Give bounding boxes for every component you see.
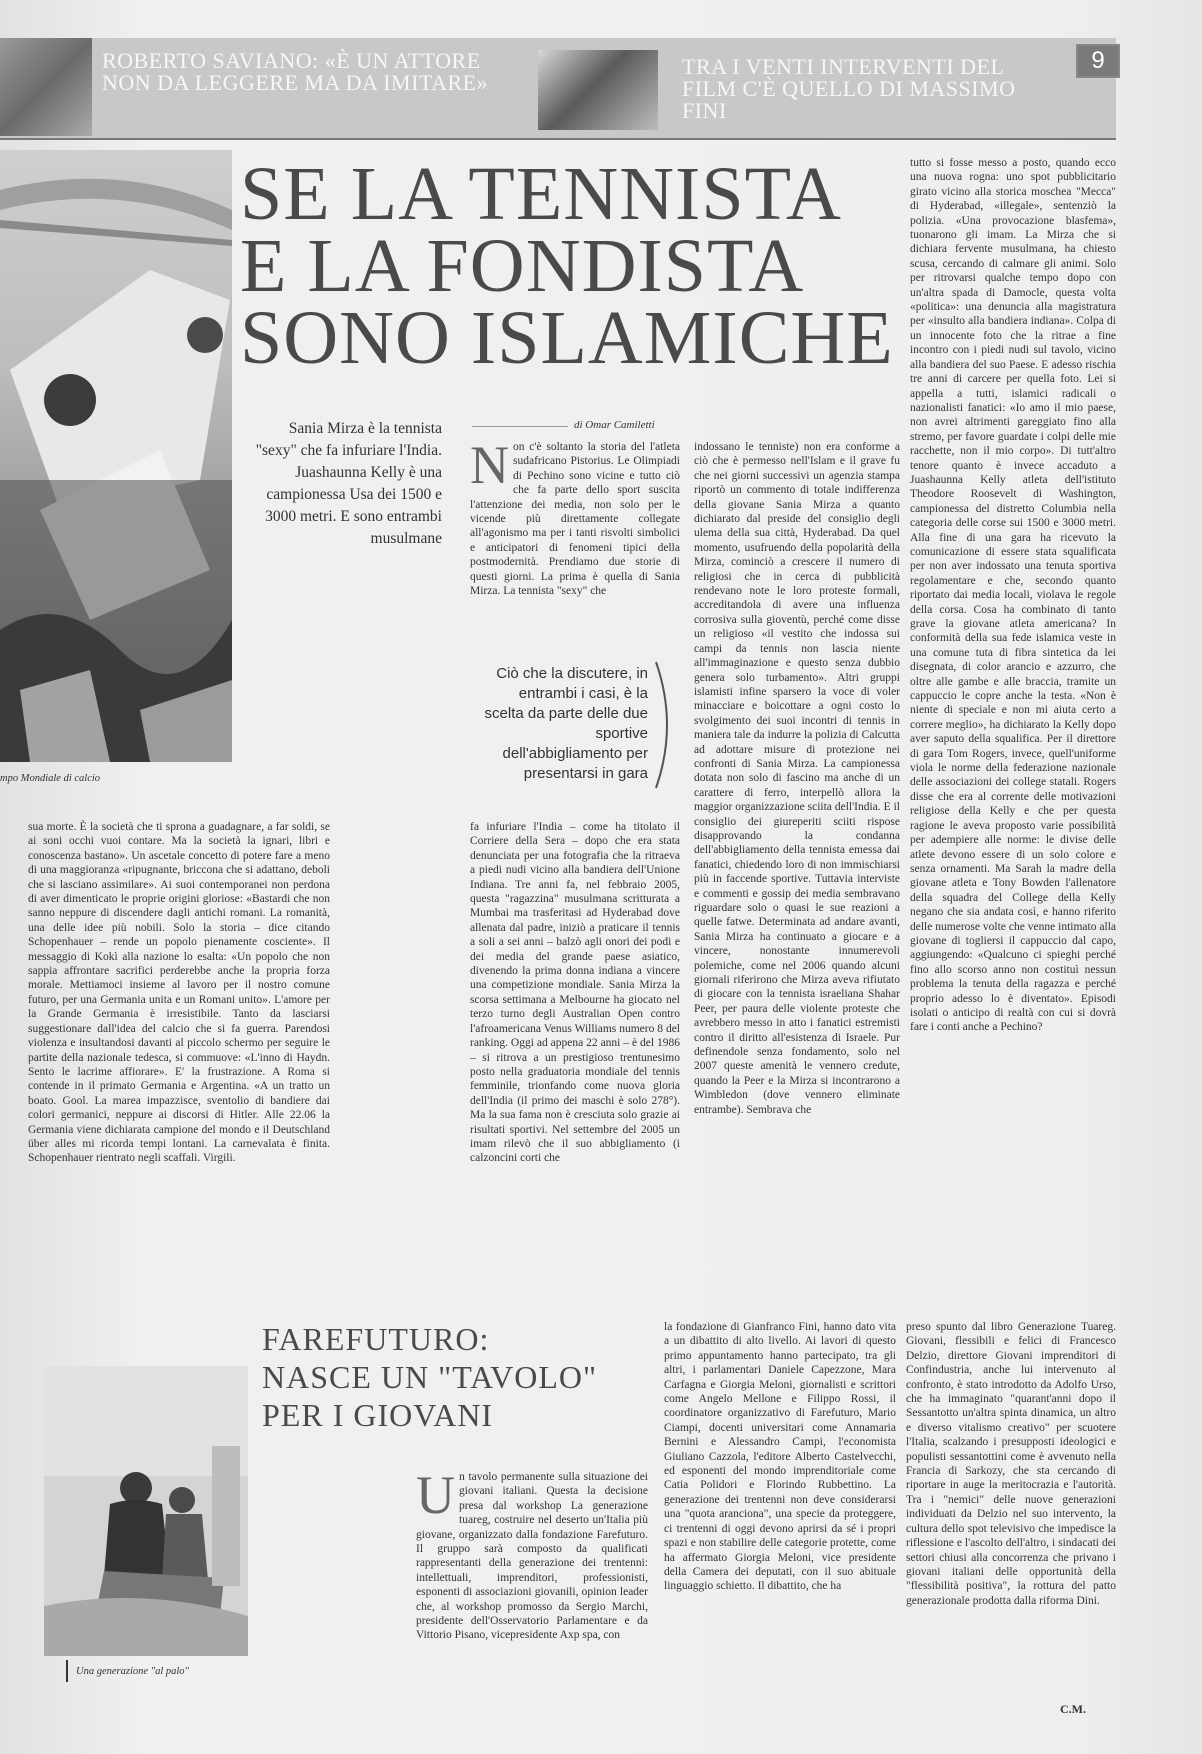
article2-signature: C.M. (1060, 1702, 1086, 1716)
article2-column1 (416, 1470, 648, 1722)
article2-photo-caption: Una generazione "al palo" (76, 1666, 189, 1677)
article1-column2-top-text: on c'è soltanto la storia del l'atleta sudafricano Pistorius. Le Olimpiadi di Pechino sono vicine e tutto ciò che fa parte dello sport suscita l'attenzione dei media, non solo per le vicende più direttamente collegate all'agonismo ma per i tanti risvolti simbolici e anticipatori di fenomeni tipici della postmodernità. Prendiamo due storie di questi giorni. La prima è quella di Sania Mirza. La tennista "sexy" che (470, 441, 680, 598)
byline-rule (472, 426, 568, 427)
pull-quote-bracket (652, 660, 678, 790)
photo-caption-rule (66, 1660, 68, 1682)
article1-column1-bottom: sua morte. È la società che ti sprona a guadagnare, a far soldi, se ai soni occhi vuoi contare. Ma la società la ignari, libri e conoscenza bastano». Un ascetale concetto di potere fare a meno di una maggioranza «ripugnante, briccona che si adattano, deboli che si lasciano assimilare». Ai suoi contemporanei non perdona di aver dimenticato le proprie origini gloriose: «Bastardi che non sanno neppure di discendere dagli antichi romani. La romanità, una delle idee più nobili. Solo la storia – dice citando Schopenhauer – rende un popolo pienamente cosciente». Il messaggio di Kokì alla nazione lo esalta: «Un popolo che non sappia affrontare sacrifici perderebbe anche la propria forza morale. Mettiamoci insieme al lavoro per il nostro comune futuro, per una Germania unita e un Romani unito». L'amore per la Grande Germania è irresistibile. Tanto da lasciarsi suggestionare dall'idea del calcio che si fa guerra. Parendosi violenza e insultandosi davanti al piccolo schermo per seguire le partite della nazionale tedesca, si commuove: «L'inno di Haydn. Sento le lacrime affiorare». E' la frustrazione. A Roma si contende in il primato Germania e Argentina. «A un tratto un boato. Gool. La marea impazzisce, sventolio di bandiere dai colori germanici, neppure ai discorsi di Hitler. Alle 22.06 la Germania viene dichiarata campione del mondo e il Deutschland über alles mi ricorda tempi lontani. La carnevalata è finita. Schopenhauer rientrato negli scaffali. Virgili. (28, 821, 330, 1165)
header-photo-right (538, 50, 658, 130)
article1-standfirst: Sania Mirza è la tennista "sexy" che fa infuriare l'India. Juashaunna Kelly è una campionessa Usa dei 1500 e 3000 metri. E sono entrambi musulmane (255, 420, 442, 547)
header-teaser-right: TRA I VENTI INTERVENTI DEL FILM C'È QUELLO DI MASSIMO FINI (682, 54, 1016, 123)
article1-column2-top (470, 440, 680, 672)
article2-headline-line2: NASCE UN "TAVOLO" (262, 1359, 598, 1395)
header-photo-left (0, 38, 92, 136)
article2-headline-line3: PER I GIOVANI (262, 1397, 494, 1433)
article1-headline-line1: SE LA TENNISTA (240, 152, 842, 236)
article2-headline-line1: FAREFUTURO: (262, 1321, 490, 1357)
article2-headline (262, 1320, 642, 1434)
article1-byline: di Omar Camiletti (574, 419, 655, 431)
article1-column2-bottom: fa infuriare l'India – come ha titolato il Corriere della Sera – dopo che era stata denunciata per una fotografia che la ritraeva a piedi nudi vicino alla bandiera dell'Unione Indiana. Tre anni fa, nel febbraio 2005, questa "ragazzina" musulmana scritturata a Mumbai ma trasferitasi ad Hyderabad dove allenata dal padre, iniziò a praticare il tennis a soli a sei anni – balzò agli onori dei podi e dei media del grande paese asiatico, divenendo la prima donna indiana a vincere una competizione mondiale. Sania Mirza la scorsa settimana a Melbourne ha giocato nel terzo turno degli Australian Open contro l'afroamericana Venus Williams numero 8 del ranking. Oggi ad appena 22 anni – è del 1986 – si ritrova a un prestigioso trentunesimo posto nella graduatoria mondiale del tennis femminile, trionfando come nuova gloria dell'India (il primo dei maschi è solo 278°). Ma la sua fama non è cresciuta solo grazie ai risultati sportivi. Nel settembre del 2005 un imam rilevò che il suo abbigliamento (i calzoncini corti che (470, 821, 680, 1165)
article1-photo-caption: mpo Mondiale di calcio (0, 773, 101, 784)
article1-headline-line3: SONO ISLAMICHE (240, 296, 894, 380)
page-number: 9 (1076, 44, 1120, 78)
header-teaser-left: ROBERTO SAVIANO: «È UN ATTORE NON DA LEGGERE MA DA IMITARE» (102, 48, 489, 95)
article2-column3: preso spunto dal libro Generazione Tuareg. Giovani, flessibili e felici di Francesco Delzio, direttore Giovani imprenditori di Confindustria, anche lui intervenuto al confronto, è stato introdotto da Adolfo Urso, che ha immaginato "quarant'anni dopo il Sessantotto un'altra spinta dinamica, un altro e diverso vitalismo creativo" per scuotere l'Italia, scalzando i presupposti ideologici e populisti sessantottini come è avvenuto nella Francia di Sarkozy, che sta cercando di riportare in auge la meritocrazia e l'autorità. Tra i "nemici" delle nuove generazioni individuati da Delzio nel suo intervento, la cultura dello spot televisivo che impedisce la riflessione e l'ascolto dell'altro, i sindacati dei settori chiusi alla concorrenza che privano i giovani italiani delle opportunità della "flessibilità positiva", la rottura del patto generazionale prodotta dalla riforma Dini. (906, 1321, 1116, 1607)
article1-headline (240, 152, 960, 380)
article1-dropcap: N (470, 440, 509, 495)
article1-headline-line2: E LA FONDISTA (240, 224, 805, 308)
article2-dropcap: U (416, 1470, 455, 1525)
article1-photo (0, 150, 232, 762)
article2-column1-text: n tavolo permanente sulla situazione dei giovani italiani. Questa la decisione presa dal workshop La generazione tuareg, costruire nel deserto un'Italia più giovane, organizzato dalla fondazione Farefuturo. Il gruppo sarà composto da qualificati rappresentanti della generazione dei trentenni: intellettuali, imprenditori, professionisti, esponenti di associazioni giovanili, opinion leader che, al workshop promosso da Sergio Marchi, presidente dell'Osservatorio Parlamentare e da Vittorio Pisano, vicepresidente Axp spa, con (416, 1471, 648, 1642)
article1-column3: indossano le tenniste) non era conforme a ciò che è permesso nell'Islam e il grave fu che nei giorni successivi un agenzia stampa riportò un commento di totale indifferenza della giovane Sania Mirza a quanto dichiarato dal preside del consiglio degli ulema della sua città, Hyderabad. Da quel momento, usufruendo della popolarità della Mirza, cominciò a crescere il numero di religiosi che in cerca di pubblicità rendevano note le loro proteste formali, accreditandola di avere una influenza corrosiva sulla gioventù, perché come disse un religioso «il vestito che indossa sui campi da tennis non lascia niente all'immaginazione e questo senza dubbio genera solo turbamento». Altri gruppi islamisti infine sparsero la voce di voler minacciare e boicottare a ogni costo lo svolgimento dei suoi incontri di tennis in maniera tale da indurre la polizia di Calcutta ad adottare misure di protezione nei confronti di Sania Mirza. La campionessa dotata non solo di fascino ma anche di un carattere di ferro, interpellò allora la maggior organizzazione sciita dell'India. E il consiglio dei giureperiti sciiti rispose disapprovando la condanna dell'abbigliamento della tennista emessa dai fanatici, chiedendo loro di non immischiarsi più in faccende sportive. Tuttavia interviste e commenti e gossip dei media sembravano riguardare solo o quasi le sue reazioni a quelle fatwe. Determinata ad andare avanti, Sania Mirza ha continuato a giocare e a vincere, nonostante innumerevoli polemiche, come nel 2006 quando alcuni giornali riferirono che Mirza aveva rifiutato di giocare con la tennista israeliana Shahar Peer, per paura delle violente proteste che avrebbero messo in atto i fanatici estremisti contro il diritto all'esistenza di Israele. Pur definendole senza fondamento, solo nel 2007 queste amenità le vennero credute, quando la Peer e la Mirza si incontrarono a Wimbledon (dove vennero eliminate entrambe). Sembrava che (694, 441, 900, 1116)
article2-column2: la fondazione di Gianfranco Fini, hanno dato vita a un dibattito di alto livello. Ai lavori di questo primo appuntamento hanno partecipato, tra gli altri, i parlamentari Daniele Capezzone, Mara Carfagna e Giorgia Meloni, giornalisti e scrittori come Angelo Mellone e Filippo Rossi, il coordinatore organizzativo di Farefuturo, Mario Ciampi, docenti universitari come Annamaria Bernini e Alessandro Campi, l'economista Giuliano Cazzola, l'editore Alberto Castelvecchi, ed esponenti del mondo imprenditoriale come Catia Polidori e Florindo Rubbettino. La generazione dei trentenni non deve considerarsi una "quota aranciona", una specie da proteggere, ci trentenni di oggi devono aprirsi da sé i propri spazi e non stabilire delle categorie protette, come ha affermato Giorgia Meloni, vice presidente della Camera dei deputati, con il suo abituale linguaggio schietto. Il dibattito, che ha (664, 1321, 896, 1593)
article1-pull-quote: Ciò che la discutere, in entrambi i casi, è la scelta da parte delle due sportive dell'abbigliamento per presentarsi in gara (484, 665, 648, 782)
article1-column4: tutto si fosse messo a posto, quando ecco una nuova rogna: uno spot pubblicitario girato vicino alla storica moschea "Mecca" di Hyderabad, «illegale», sentenziò la polizia. «Una provocazione blasfema», tuonarono gli imam. La Mirza che si dichiara fervente musulmana, ha chiesto scusa, cercando di calmare gli animi. Solo per ritrovarsi qualche tempo dopo con un'altra spada di Damocle, questa volta «politica»: una denuncia alla magistratura per «insulto alla bandiera indiana». Colpa di un innocente foto che la ritrae a fine incontro con i piedi nudi sul tavolo, vicino alla bandiera del suo Paese. E adesso rischia tre anni di carcere per quella foto. Lei si appella a tutti, islamici radicali o nazionalisti fanatici: «Io amo il mio paese, non avrei altrimenti gareggiato fino alla stremo, per favore guardate i colpi delle mie racchette, non il mio corpo». Di tutt'altro tenore quanto è invece accaduto a Juashaunna Kelly atleta dell'istituto Theodore Roosevelt di Washington, campionessa del distretto Columbia nella categoria delle corse sui 1500 e 3000 metri. Alla fine di una gara ha ricevuto la comunicazione di essere stata squalificata per non aver indossato una tenuta sportiva regolamentare e che, secondo quanto riportato dai media locali, violava le regole della corsa. Cosa ha combinato di tanto grave la giovane atleta americana? In conformità della sua fede islamica veste in una comune tuta di fibra sintetica da lei disegnata, di color arancio e azzurro, che oltre alle gambe e alle braccia, tramite un cappuccio le copre anche la testa. «Non è niente di speciale e non mi aiuta certo a correre meglio», ha dichiarato la Kelly dopo aver saputo della squalifica. Per il direttore di gara Tom Rogers, invece, quell'uniforme viola le norme della federazione nazionale delle associazioni dei college statali. Rogers disse che era al corrente delle motivazioni religiose della Kelly e che per questa ragione le aveva proposto varie possibilità per adempiere alle norme: le divise delle atlete devono essere di un solo colore e senza ornamenti. Ma Sarah la madre della giovane atleta e Tony Bowden l'allenatore della squadra del College della Kelly negano che sia andata così, e hanno riferito delle numerose volte che venne intimato alla giovane di togliersi il cappuccio dal capo, aggiungendo: «Qualcuno ci spieghi perché fino allo scorso anno non costituì nessun problema la tenuta della ragazza e perché proprio adesso lo è diventato». Episodi isolati o anticipo di realtà con cui si dovrà fare i conti anche a Pechino? (910, 157, 1116, 1034)
article2-photo (44, 1366, 248, 1656)
